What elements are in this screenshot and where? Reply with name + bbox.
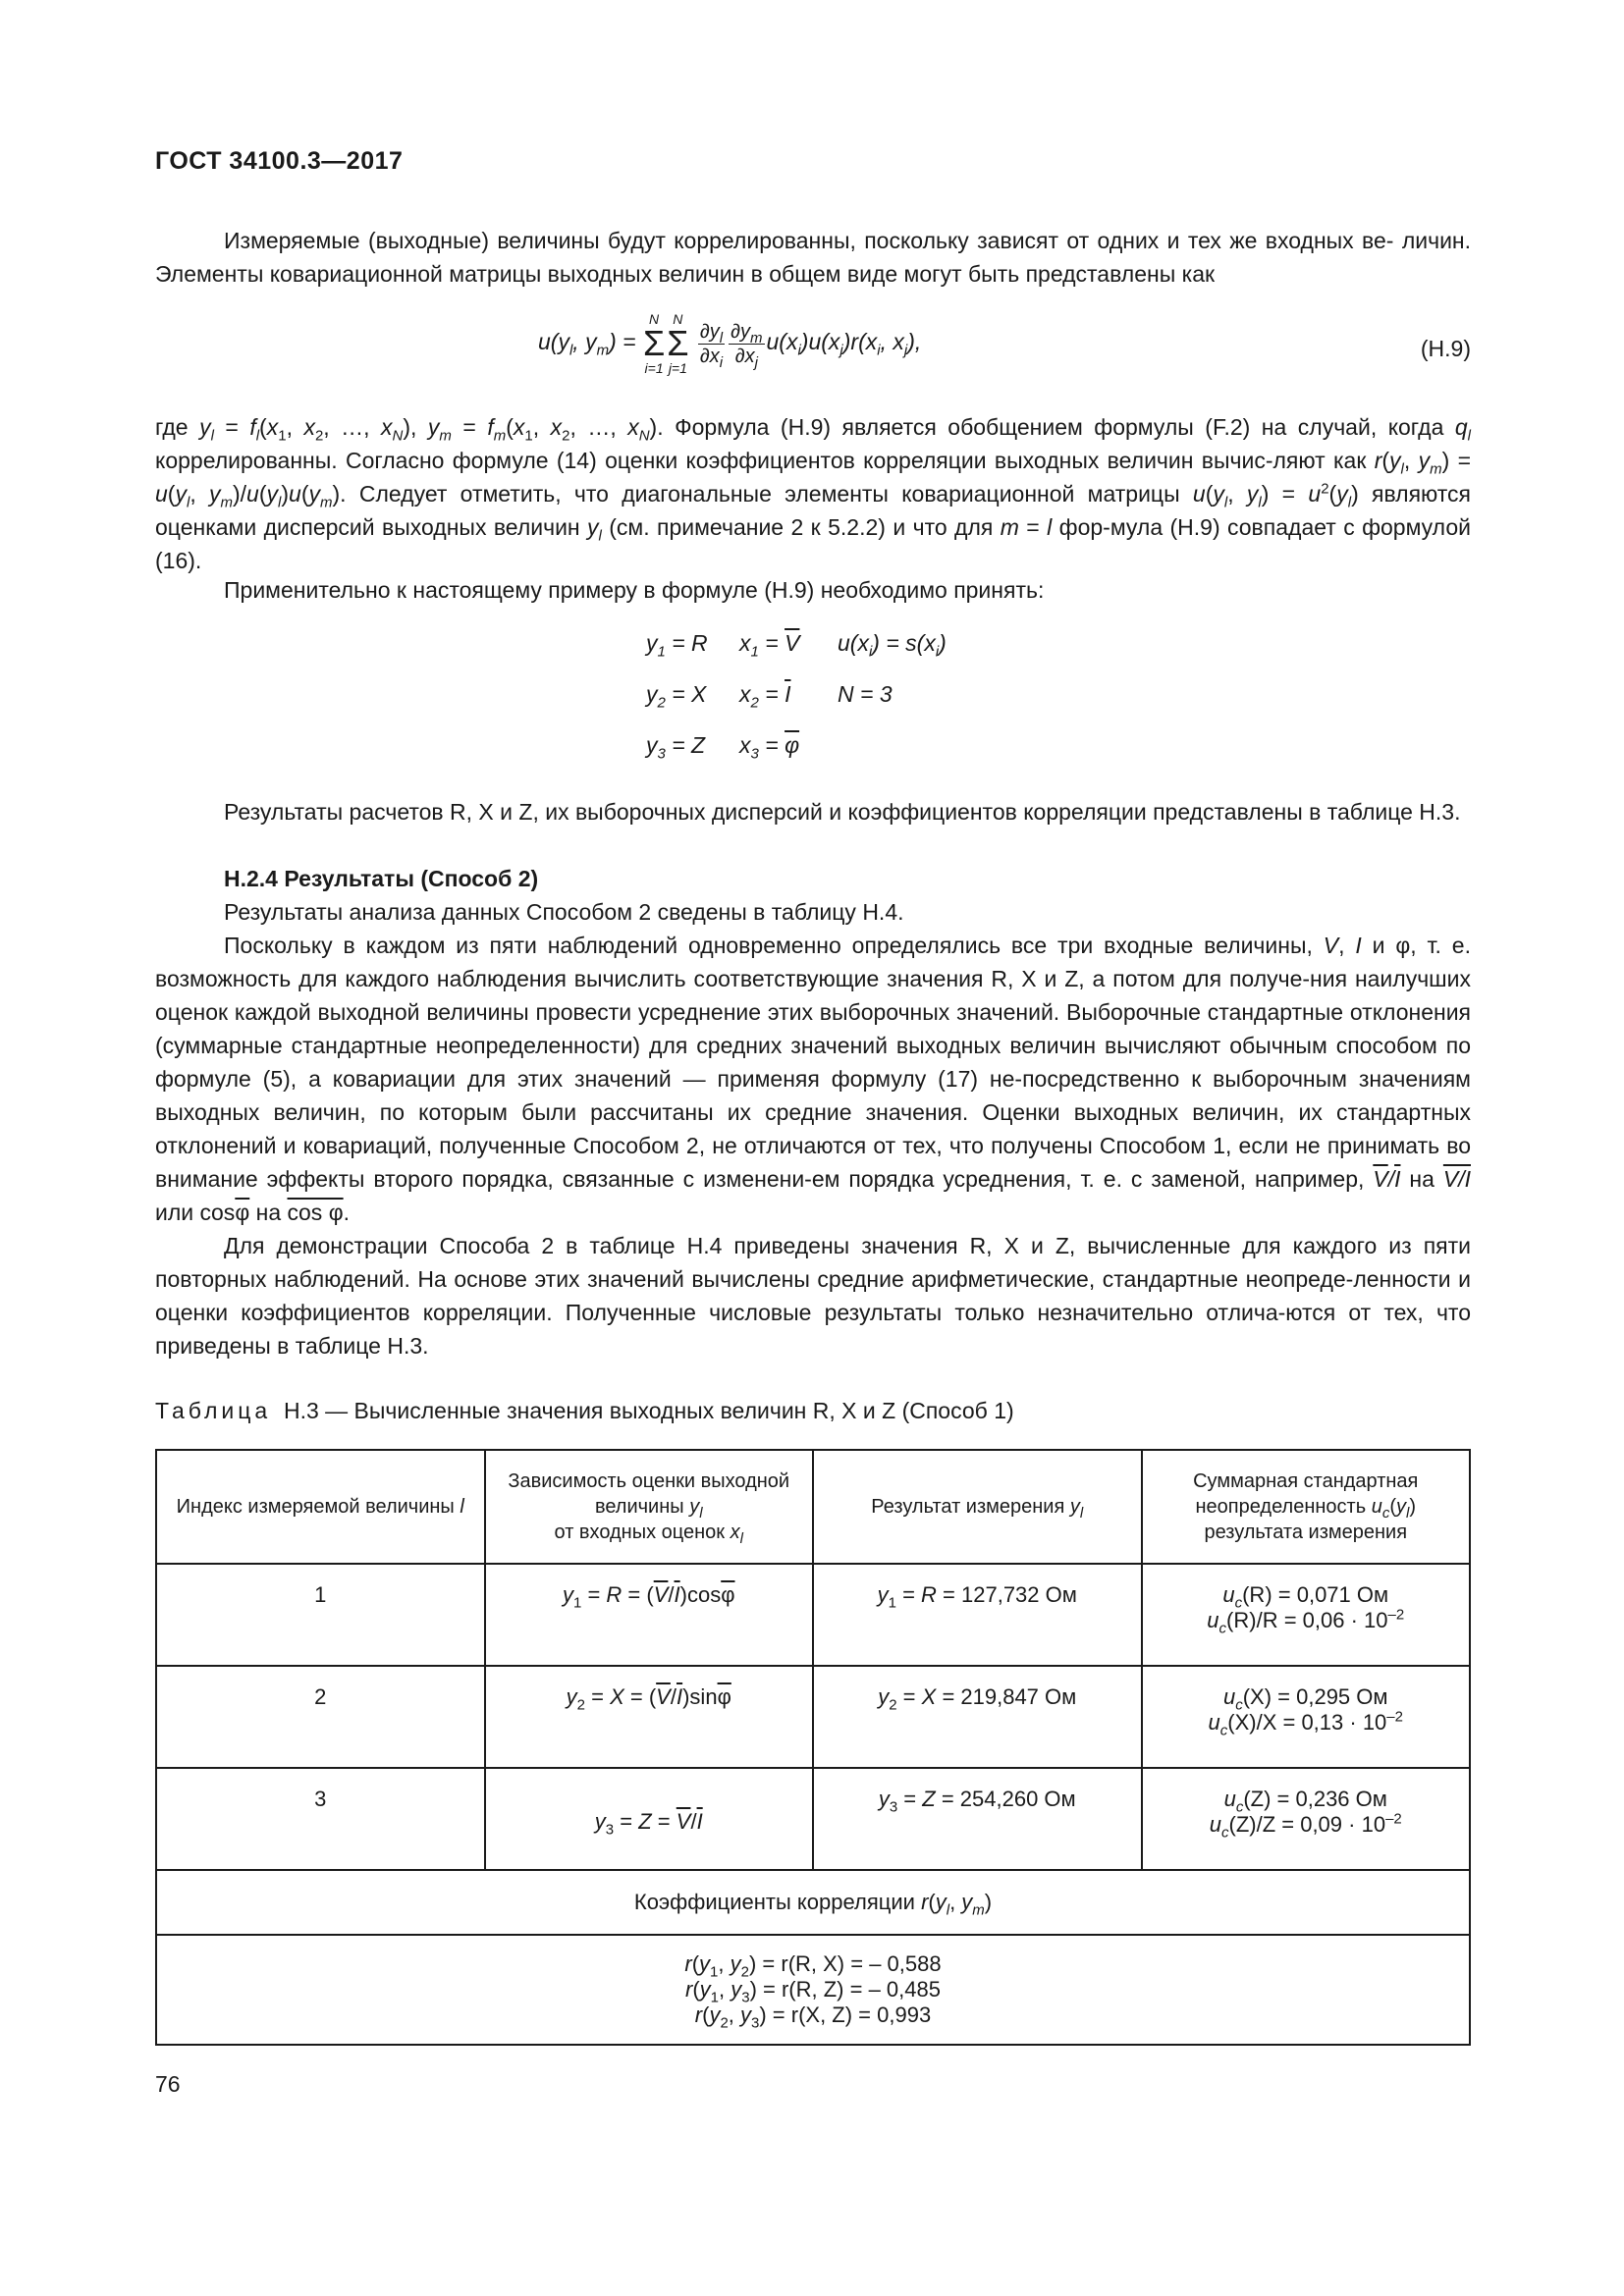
- formula-h9: $u(y_l$, $y_m$) = N Σ i=1 N Σ j=1 $\frac{\partial y_l}{\partial x_i}$ $\frac{\partial y_m}{\partial x_j}$ $u(x_i)u(x_j)r(x_i$, $x_j$),: [538, 311, 922, 376]
- cell-result: $y_3 = Z = 254,260$ Ом: [813, 1768, 1142, 1870]
- text-fragment: являются оценками дисперсий выходных величин: [155, 481, 1472, 540]
- col-header-uncertainty: Суммарная стандартная неопределенность $u_c(y_l)$ результата измерения: [1142, 1450, 1471, 1564]
- correlation-values: $r(y_1$, $y_2) = r(R$, X) = – 0,588 $r(y_1$, $y_3) = r(R$, Z) = – 0,485 $r(y_2$, $y_3) = r(X$, Z) = 0,993: [156, 1935, 1470, 2045]
- col-header-result: Результат измерения $y_l$: [813, 1450, 1142, 1564]
- result-value: = 127,732 Ом: [943, 1582, 1077, 1607]
- cell-dependency: $y_2 = X = (\overline{V}/\overline{I})\sin\overline{\varphi}$: [485, 1666, 814, 1768]
- results-table: [155, 1449, 1471, 2046]
- table-caption: [155, 1398, 1014, 1424]
- text-fragment: на: [1400, 1166, 1443, 1192]
- exponent: –2: [1386, 1708, 1403, 1726]
- col-header-text: результата измерения: [1204, 1522, 1408, 1543]
- table-row: [156, 1768, 1470, 1870]
- uncertainty-abs: (R) = 0,071 Ом: [1242, 1582, 1389, 1607]
- result-value: = 254,260 Ом: [941, 1787, 1076, 1811]
- text-fragment: фор-мула (H.9) совпадает с формулой (16).: [155, 514, 1471, 573]
- uncertainty-abs: (X) = 0,295 Ом: [1242, 1684, 1388, 1709]
- section-paragraph-2: Поскольку в каждом из пяти наблюдений одновременно определялись все три входные величины, V, I и φ, т. е. возможность для каждого наблюдения вычислить соответствующие значения R, X и Z, а потом для получе-ния наилучших оценок каждой выходной величины провести усреднение этих выборочных значений. Выборочные стандартные отклонения (суммарные стандартные неопределенности) для средних значений выходных величин вычисляют обычным способом по формуле (5), а ковариации для этих значений — применяя формулу (17) не-посредственно к выборочным значениям выходных величин, по которым были рассчитаны их средние значения. Оценки выходных величин, их стандартных отклонений и ковариаций, полученные Способом 2, не отличаются от тех, что получены Способом 1, если не принимать во внимание эффекты второго порядка, связанные с изменени-ем порядка усреднения, т. е. с заменой, например, $\overline{V}/\overline{I}$ на V/I или $\cos\overline{\varphi}$ на cos φ.: [155, 933, 1471, 1225]
- corr-13: ) = r(R, Z) = – 0,485: [749, 1977, 941, 2002]
- text-fragment: на: [249, 1200, 288, 1225]
- exponent: –2: [1387, 1606, 1405, 1624]
- table-header-row: [156, 1450, 1470, 1564]
- formula-number: (H.9): [1420, 336, 1471, 361]
- paragraph-intro-line1: Измеряемые (выходные) величины будут коррелированны, поскольку зависят от одних и тех же входных ве-: [224, 228, 1394, 253]
- col-header-index: Индекс измеряемой величины l: [156, 1450, 485, 1564]
- text-fragment: Поскольку в каждом из пяти наблюдений одновременно определялись все три входные величины,: [224, 933, 1324, 958]
- table-row: [156, 1666, 1470, 1768]
- text-fragment: . Формула (H.9) является обобщением формулы (F.2) на случай, когда: [657, 414, 1455, 440]
- text-fragment: (см. примечание 2 к 5.2.2) и что для: [601, 514, 1001, 540]
- table-row: [156, 1564, 1470, 1666]
- cell-result: $y_2 = X = 219,847$ Ом: [813, 1666, 1142, 1768]
- cell-dependency: $y_1 = R = (\overline{V}/\overline{I})\cos\overline{\varphi}$: [485, 1564, 814, 1666]
- text-fragment: или: [155, 1200, 200, 1225]
- correlation-header-row: [156, 1870, 1470, 1935]
- document-header: ГОСТ 34100.3—2017: [155, 147, 404, 175]
- col-header-text: Зависимость оценки выходной величины: [508, 1470, 790, 1518]
- cell-uncertainty: $u_c(Z) = 0,236$ Ом $u_c(Z)/Z = 0,09 \cdot 10^{-2}$: [1142, 1768, 1471, 1870]
- col-header-text: Результат измерения: [871, 1496, 1065, 1518]
- text-fragment: где: [155, 414, 200, 440]
- text-fragment: т. е. возможность для каждого наблюдения вычислить соответствующие значения R, X и Z, а потом для получе-ния наилучших оценок каждой выходной величины провести усреднение этих выборочных значений. Выборочные стандартные отклонения (суммарные стандартные неопределенности) для средних значений выходных величин вычисляют обычным способом по формуле (5), а ковариации для этих значений — применяя формулу (17) не-посредственно к выборочным значениям выходных величин, по которым были рассчитаны их средние значения. Оценки выходных величин, их стандартных отклонений и ковариаций, полученные Способом 2, не отличаются от тех, что получены Способом 1, если не принимать во внимание эффекты второго порядка, связанные с изменени-ем порядка усреднения, т. е. с заменой, например,: [155, 933, 1471, 1192]
- cell-index: 1: [156, 1564, 485, 1666]
- result-value: = 219,847 Ом: [942, 1684, 1077, 1709]
- col-header-text: от входных оценок: [554, 1522, 726, 1543]
- text-fragment: коррелированны. Согласно формуле (14) оценки коэффициентов корреляции выходных величин вычис-ляют как: [155, 448, 1375, 473]
- cell-result: $y_1 = R = 127,732$ Ом: [813, 1564, 1142, 1666]
- text-fragment: . Следует отметить, что диагональные элементы ковариационной матрицы: [340, 481, 1193, 507]
- cell-index: 2: [156, 1666, 485, 1768]
- section-paragraph-3: Для демонстрации Способа 2 в таблице H.4 приведены значения R, X и Z, вычисленные для каждого из пяти повторных наблюдений. На основе этих значений вычислены средние арифметические, стандартные неопреде-ленности и оценки коэффициентов корреляции. Полученные числовые результаты только незначительно отлича-ются от тех, что приведены в таблице H.3.: [155, 1233, 1471, 1359]
- caption-word: Таблица: [155, 1398, 272, 1423]
- corr-12: ) = r(R, X) = – 0,588: [748, 1951, 942, 1976]
- uncertainty-rel: (X)/X = 0,13 · 10: [1227, 1710, 1387, 1735]
- cell-uncertainty: $u_c(R) = 0,071$ Ом $u_c(R)/R = 0,06 \cdot 10^{-2}$: [1142, 1564, 1471, 1666]
- paragraph-explanation: где $y_l = f_l(x_1$, $x_2$, …, $x_N$), $y_m = f_m(x_1$, $x_2$, …, $x_N$). Формула (H.9) является обобщением формулы (F.2) на случай, когда $q_l$ коррелированны. Согласно формуле (14) оценки коэффициентов корреляции выходных величин вычис-ляют как $r(y_l$, $y_m) = u(y_l$, $y_m)/u(y_l)u(y_m)$. Следует отметить, что диагональные элементы ковариационной матрицы $u(y_l$, $y_l) = u^2(y_l)$ являются оценками дисперсий выходных величин $y_l$ (см. примечание 2 к 5.2.2) и что для m = l фор-мула (H.9) совпадает с формулой (16).: [155, 414, 1472, 573]
- correlation-values-row: [156, 1935, 1470, 2045]
- cell-index: 3: [156, 1768, 485, 1870]
- correlation-header: Коэффициенты корреляции $r(y_l$, $y_m$): [156, 1870, 1470, 1935]
- paragraph-intro-line2: личин. Элементы ковариационной матрицы выходных величин в общем виде могут быть представлены как: [155, 228, 1472, 287]
- section-paragraph-1: Результаты анализа данных Способом 2 сведены в таблицу H.4.: [224, 899, 904, 925]
- cell-uncertainty: $u_c(X) = 0,295$ Ом $u_c(X)/X = 0,13 \cdot 10^{-2}$: [1142, 1666, 1471, 1768]
- section-title: H.2.4 Результаты (Способ 2): [224, 866, 539, 891]
- col-header-dependency: Зависимость оценки выходной величины $y_l$ от входных оценок $x_l$: [485, 1450, 814, 1564]
- n-value: N = 3: [838, 681, 893, 707]
- corr-23: ) = r(X, Z) = 0,993: [759, 2002, 932, 2027]
- exponent: –2: [1385, 1810, 1402, 1828]
- uncertainty-rel: (Z)/Z = 0,09 · 10: [1228, 1812, 1386, 1837]
- col-header-text: Индекс измеряемой величины: [176, 1496, 455, 1518]
- paragraph-apply: Применительно к настоящему примеру в формуле (H.9) необходимо принять:: [224, 577, 1045, 603]
- caption-text: H.3 — Вычисленные значения выходных величин R, X и Z (Способ 1): [283, 1398, 1014, 1423]
- definitions-block: $y_1 = R$ $x_1 = \overline{V}$ $u(x_i) = s(x_i)$ $y_2 = X$ $x_2 = \overline{I}$ N = 3 $y_3 = Z$ $x_3 = \overline{\varphi}$: [646, 630, 947, 763]
- cell-dependency: $y_3 = Z = \overline{V}/\overline{I}$: [485, 1768, 814, 1870]
- uncertainty-abs: (Z) = 0,236 Ом: [1243, 1787, 1387, 1811]
- paragraph-intro: [155, 224, 1471, 291]
- paragraph-results: Результаты расчетов R, X и Z, их выборочных дисперсий и коэффициентов корреляции представлены в таблице H.3.: [224, 799, 1461, 825]
- col-header-text: Суммарная стандартная неопределенность: [1193, 1470, 1419, 1518]
- uncertainty-rel: (R)/R = 0,06 · 10: [1226, 1608, 1388, 1632]
- correlation-header-text: Коэффициенты корреляции: [633, 1890, 915, 1914]
- page-number: 76: [155, 2071, 181, 2097]
